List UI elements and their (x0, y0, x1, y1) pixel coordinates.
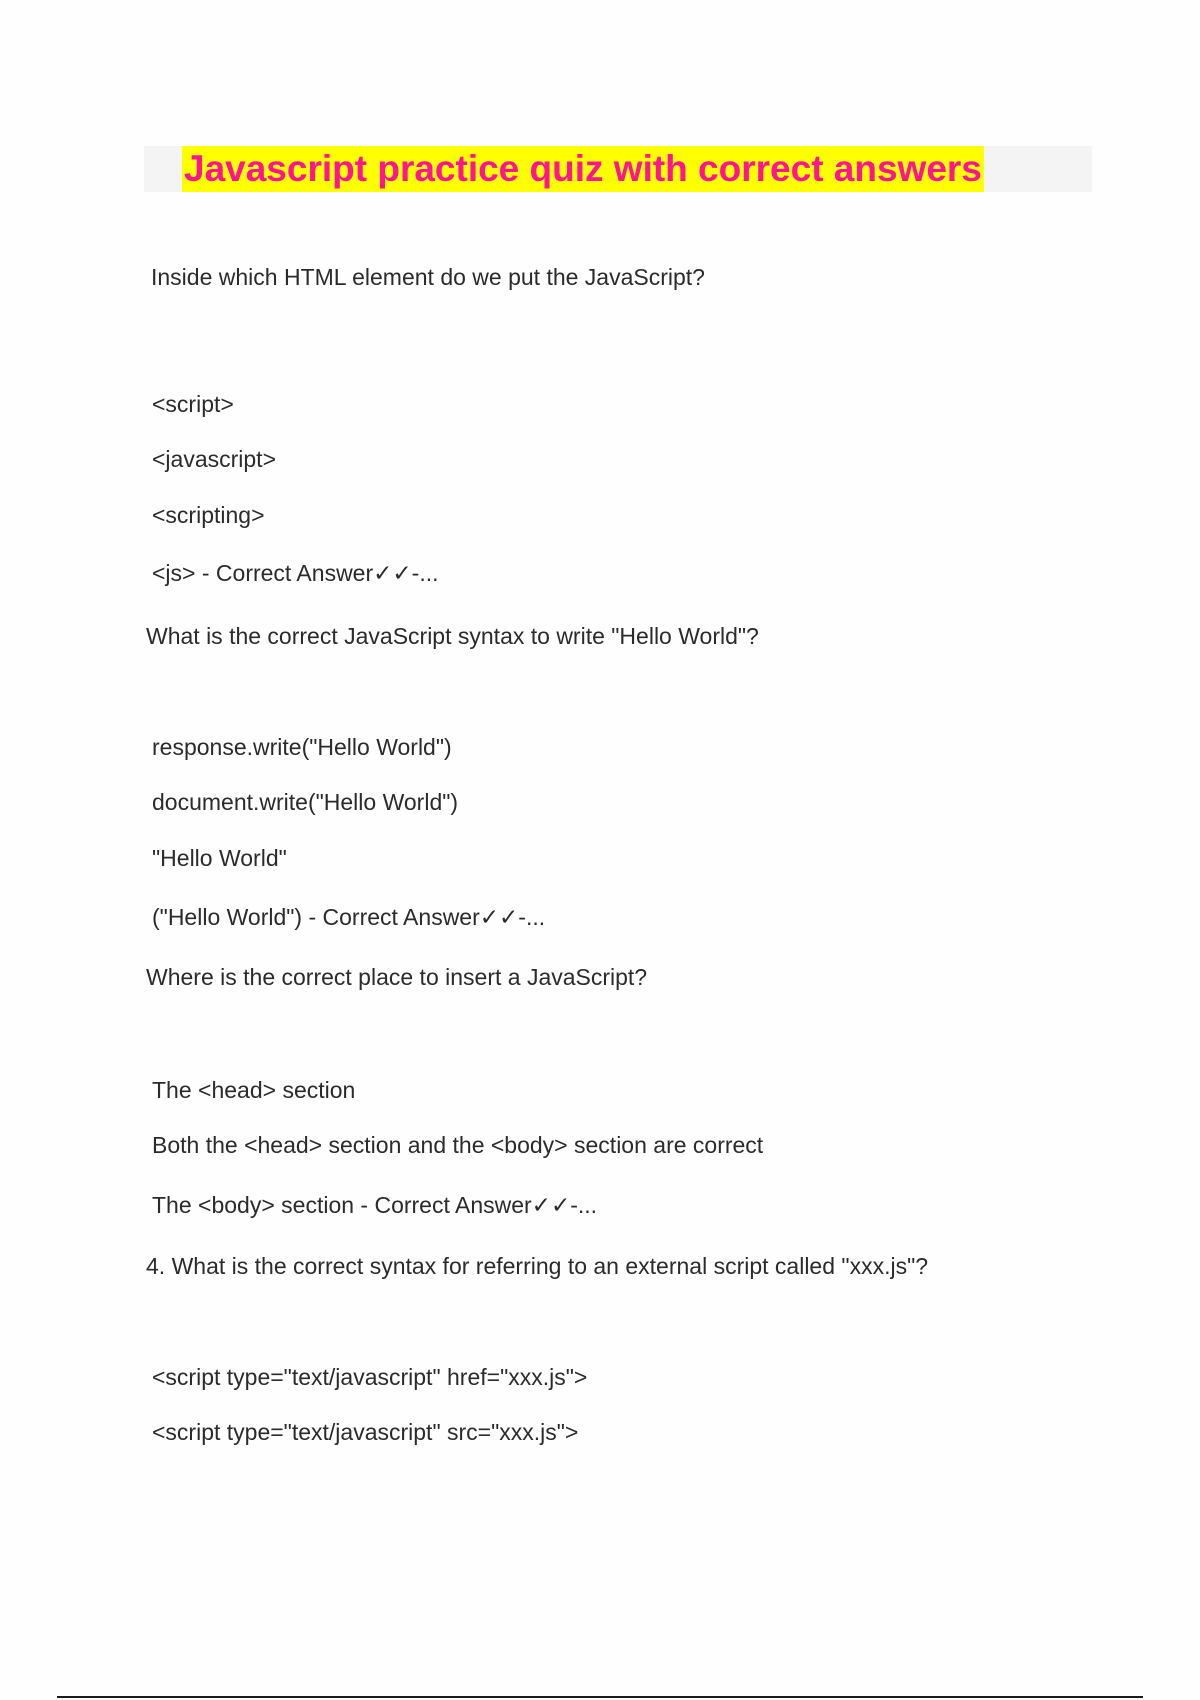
answer-option-correct: ("Hello World") - Correct Answer✓✓-... (152, 904, 546, 930)
question-text: Where is the correct place to insert a JavaScript? (146, 964, 648, 990)
answer-option: <script type="text/javascript" href="xxx.js"> (152, 1364, 588, 1390)
answer-option: <script type="text/javascript" src="xxx.js"> (152, 1419, 579, 1445)
answer-option: <scripting> (152, 502, 265, 528)
answer-option: The <head> section (152, 1077, 356, 1103)
answer-option: response.write("Hello World") (152, 734, 452, 760)
page-bottom-rule (57, 1696, 1143, 1698)
question-text: What is the correct JavaScript syntax to write "Hello World"? (146, 623, 759, 649)
answer-option: document.write("Hello World") (152, 789, 459, 815)
answer-option: Both the <head> section and the <body> section are correct (152, 1132, 764, 1158)
page-title: Javascript practice quiz with correct answers (182, 146, 984, 192)
answer-option-correct: The <body> section - Correct Answer✓✓-... (152, 1192, 598, 1218)
answer-option: <script> (152, 391, 234, 417)
question-text: Inside which HTML element do we put the JavaScript? (151, 264, 705, 290)
answer-option-correct: <js> - Correct Answer✓✓-... (152, 560, 439, 586)
question-text: 4. What is the correct syntax for referring to an external script called "xxx.js"? (146, 1253, 929, 1279)
answer-option: <javascript> (152, 446, 277, 472)
answer-option: "Hello World" (152, 845, 287, 871)
